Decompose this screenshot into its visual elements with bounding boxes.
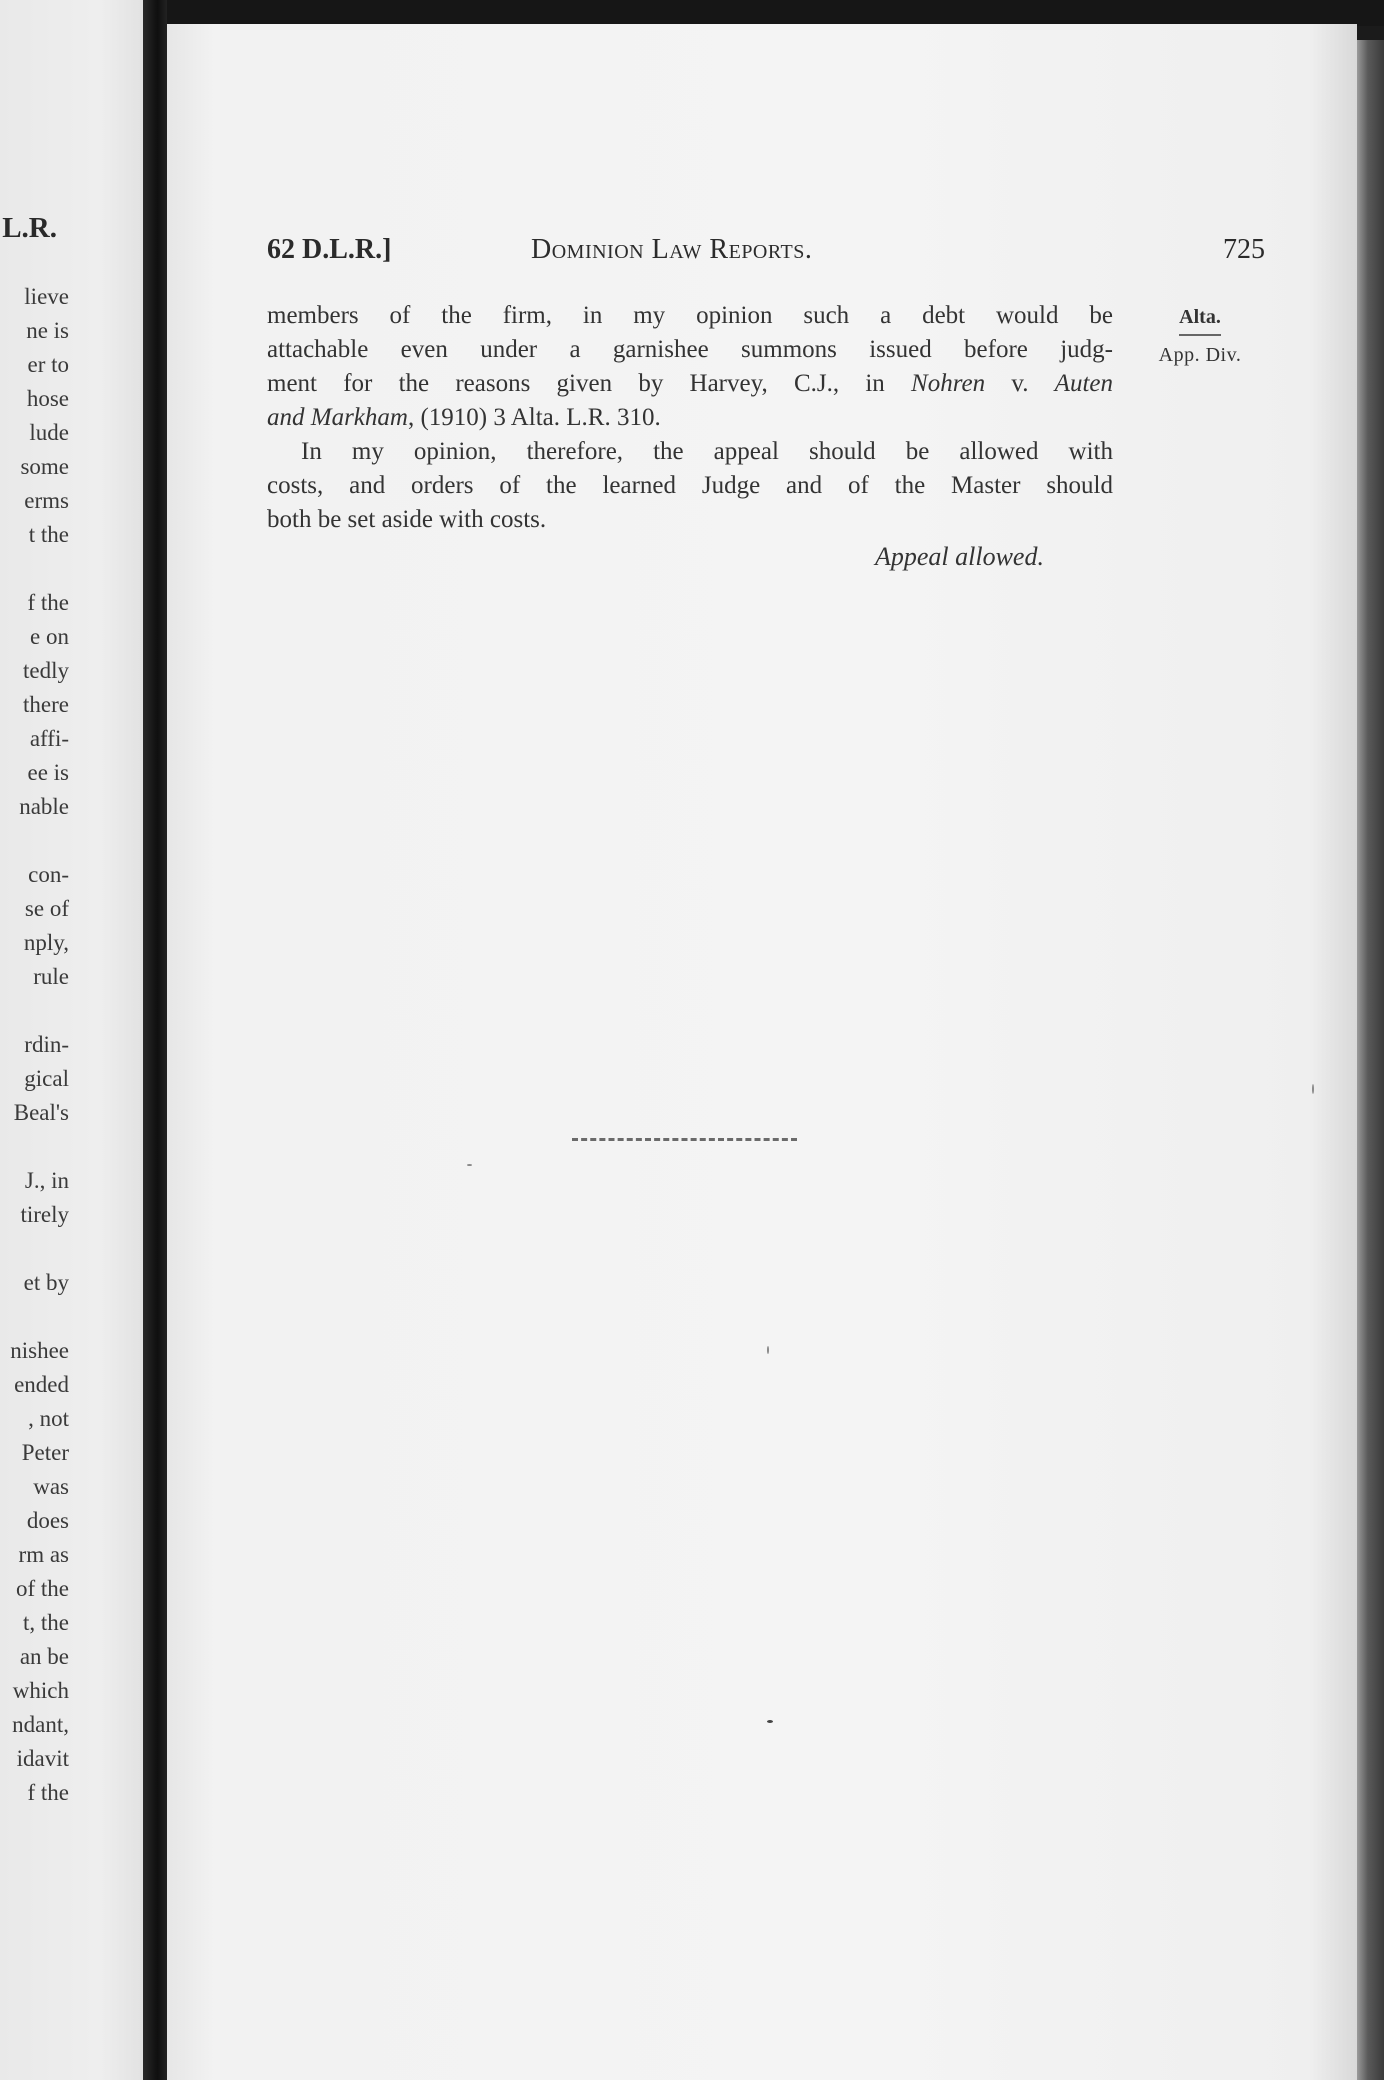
facing-page-line-ending: does <box>26 1508 69 1533</box>
facing-page-line-ending: f the <box>27 1780 69 1805</box>
scan-speck <box>767 1346 769 1354</box>
facing-page-line-ending: hose <box>26 386 69 411</box>
facing-page-line-ending: ne is <box>26 318 69 343</box>
text-line <box>267 367 1113 401</box>
facing-page-line-ending <box>10 1300 69 1334</box>
facing-page-line-ending: of the <box>15 1576 69 1601</box>
facing-page-line-ending: J., in <box>24 1168 69 1193</box>
facing-page-line-ending <box>10 1232 69 1266</box>
facing-page-line-ending: rule <box>33 964 69 989</box>
facing-page-line-ending: lieve <box>24 284 69 309</box>
facing-page-line-endings <box>10 280 69 1810</box>
top-shadow <box>0 0 1384 26</box>
facing-page-line-ending: some <box>20 454 69 479</box>
scan-speck <box>467 1164 472 1166</box>
paragraph-conclusion <box>267 435 1113 537</box>
facing-page-line-ending: ndant, <box>12 1712 69 1737</box>
facing-page-line-ending: tedly <box>23 658 69 683</box>
margin-note <box>1145 304 1255 368</box>
case-name: and Markham <box>267 404 408 431</box>
facing-page-line-ending: idavit <box>16 1746 69 1771</box>
facing-page-line-ending <box>10 824 69 858</box>
facing-page-line-ending: Beal's <box>13 1100 69 1125</box>
facing-page-line-ending: erms <box>24 488 69 513</box>
facing-page-fragment <box>0 0 143 2080</box>
scan-speck <box>767 1720 773 1723</box>
facing-page-line-ending: se of <box>24 896 69 921</box>
facing-page-line-ending: rdin- <box>24 1032 69 1057</box>
facing-page-line-ending: nishee <box>10 1338 69 1363</box>
page-edge <box>1357 40 1384 2080</box>
margin-court: App. Div. <box>1158 344 1242 366</box>
facing-page-line-ending: was <box>33 1474 69 1499</box>
page <box>167 24 1357 2080</box>
facing-page-line-ending <box>10 552 69 586</box>
facing-page-line-ending: t the <box>28 522 69 547</box>
page-number: 725 <box>1223 234 1265 265</box>
text-line: members of the firm, in my opinion such a debt would be <box>267 302 1113 329</box>
text-line: In my opinion, therefore, the appeal should be allowed with <box>301 438 1113 465</box>
facing-page-line-ending: tirely <box>20 1202 69 1227</box>
facing-page-line-ending: ended <box>14 1372 69 1397</box>
facing-page-line-ending: nable <box>19 794 69 819</box>
text-segment: ment for the reasons given by Harvey, C.J., in <box>267 370 912 397</box>
end-of-case-rule <box>572 1138 797 1141</box>
scan-speck <box>1312 1084 1314 1094</box>
facing-page-line-ending: an be <box>19 1644 69 1669</box>
case-name: Auten <box>1054 370 1113 397</box>
facing-page-line-ending: ee is <box>27 760 69 785</box>
facing-page-line-ending: et by <box>23 1270 69 1295</box>
text-line: attachable even under a garnishee summons issued before judg- <box>267 336 1113 363</box>
facing-page-line-ending: which <box>12 1678 69 1703</box>
facing-page-line-ending: rm as <box>18 1542 69 1567</box>
case-name: Nohren <box>911 370 986 397</box>
body-text <box>267 299 1113 537</box>
facing-page-line-ending: f the <box>27 590 69 615</box>
facing-page-line-ending: there <box>23 692 69 717</box>
facing-page-line-ending <box>10 994 69 1028</box>
citation: , (1910) 3 Alta. L.R. 310. <box>407 404 661 431</box>
text-line: costs, and orders of the learned Judge and of the Master should <box>267 472 1113 499</box>
facing-page-line-ending: gical <box>24 1066 69 1091</box>
facing-page-line-ending: con- <box>28 862 69 887</box>
text-line <box>267 401 1113 435</box>
facing-page-line-ending: , not <box>28 1406 69 1431</box>
facing-page-line-ending: t, the <box>23 1610 69 1635</box>
margin-rule <box>1179 334 1221 336</box>
facing-page-line-ending: nply, <box>23 930 69 955</box>
facing-page-line-ending: e on <box>30 624 69 649</box>
paragraph-continuation <box>267 299 1113 435</box>
facing-page-line-ending: Peter <box>21 1440 69 1465</box>
facing-page-line-ending: lude <box>29 420 69 445</box>
facing-page-line-ending: er to <box>27 352 69 377</box>
disposition: Appeal allowed. <box>875 542 1044 571</box>
margin-province: Alta. <box>1179 306 1221 328</box>
book-gutter <box>143 0 167 2080</box>
journal-title: Dominion Law Reports. <box>531 234 813 265</box>
text-line: both be set aside with costs. <box>267 506 547 533</box>
facing-page-header: L.R. <box>2 212 57 244</box>
text-segment: v. <box>985 370 1055 397</box>
running-head <box>267 234 1267 274</box>
facing-page-line-ending <box>10 1130 69 1164</box>
volume-reference: 62 D.L.R.] <box>267 234 392 265</box>
facing-page-line-ending: affi- <box>29 726 69 751</box>
